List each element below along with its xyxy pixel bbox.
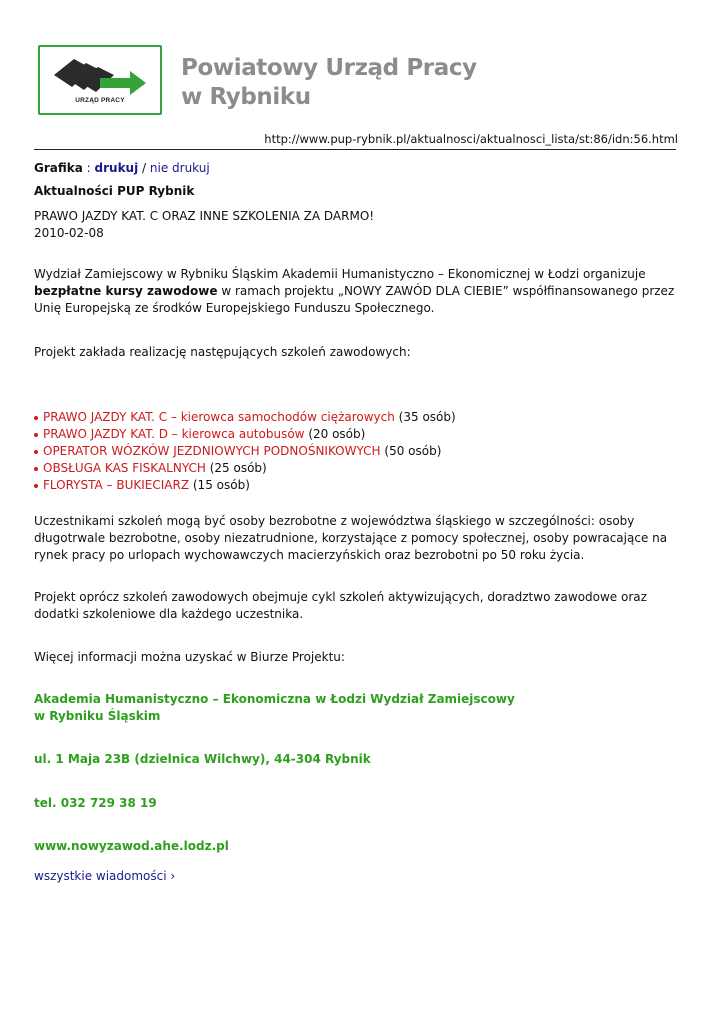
course-item	[34, 460, 679, 477]
courses-list	[34, 409, 679, 494]
organization-name	[181, 54, 477, 112]
print-options-separator: :	[82, 161, 95, 175]
print-options-bar	[34, 160, 679, 177]
logo-caption: URZĄD PRACY	[75, 97, 125, 104]
article-date: 2010-02-08	[34, 226, 104, 240]
organization-name-line2: w Rybniku	[181, 84, 311, 110]
course-item	[34, 477, 679, 494]
article-intro	[34, 266, 679, 317]
print-options-label: Grafika	[34, 161, 83, 175]
contact-phone: tel. 032 729 38 19	[34, 796, 157, 810]
contact-organization-line2: w Rybniku Śląskim	[34, 709, 161, 723]
course-count: (15 osób)	[189, 478, 250, 492]
page-url: http://www.pup-rybnik.pl/aktualnosci/aktualnosci_lista/st:86/idn:56.html	[264, 132, 678, 146]
page-header	[0, 0, 725, 150]
course-name: OPERATOR WÓZKÓW JEZDNIOWYCH PODNOŚNIKOWYCH	[43, 444, 381, 458]
contact-organization	[34, 691, 679, 725]
all-news-link[interactable]: wszystkie wiadomości ›	[34, 869, 176, 883]
course-item	[34, 409, 679, 426]
organization-name-line1: Powiatowy Urząd Pracy	[181, 55, 477, 81]
logo[interactable]	[38, 45, 162, 115]
courses-intro: Projekt zakłada realizację następujących szkoleń zawodowych:	[34, 345, 411, 359]
intro-highlight: bezpłatne kursy zawodowe	[34, 284, 218, 298]
course-count: (20 osób)	[304, 427, 366, 441]
courses-list-container	[34, 409, 679, 494]
course-name: PRAWO JAZDY KAT. D – kierowca autobusów	[43, 427, 305, 441]
header-divider	[34, 149, 676, 150]
course-name: OBSŁUGA KAS FISKALNYCH	[43, 461, 206, 475]
contact-website[interactable]: www.nowyzawod.ahe.lodz.pl	[34, 839, 229, 853]
contact-organization-line1: Akademia Humanistyczno – Ekonomiczna w Łodzi Wydział Zamiejscowy	[34, 692, 515, 706]
contact-address: ul. 1 Maja 23B (dzielnica Wilchwy), 44-304 Rybnik	[34, 752, 371, 766]
course-name: PRAWO JAZDY KAT. C – kierowca samochodów ciężarowych	[43, 410, 395, 424]
participants-paragraph: Uczestnikami szkoleń mogą być osoby bezrobotne z województwa śląskiego w szczególności: osoby długotrwale bezrobotne, osoby niezatrudnione, korzystające z pomocy społecznej, osoby powracające na rynek pracy po urlopach wychowawczych macierzyńskich oraz bezrobotni po 50 roku życia.	[34, 514, 668, 562]
intro-text-part1: Wydział Zamiejscowy w Rybniku Śląskim Akademii Humanistyczno – Ekonomicznej w Łodzi organizuje	[34, 267, 646, 281]
article-title: PRAWO JAZDY KAT. C ORAZ INNE SZKOLENIA ZA DARMO!	[34, 209, 375, 223]
print-options-slash: /	[138, 161, 150, 175]
extras-paragraph: Projekt oprócz szkoleń zawodowych obejmuje cykl szkoleń aktywizujących, doradztwo zawodowe oraz dodatki szkoleniowe dla każdego uczestnika.	[34, 590, 647, 621]
course-count: (25 osób)	[205, 461, 267, 475]
course-item	[34, 443, 679, 460]
section-title: Aktualności PUP Rybnik	[34, 184, 195, 198]
course-item	[34, 426, 679, 443]
course-count: (35 osób)	[394, 410, 456, 424]
course-count: (50 osób)	[380, 444, 442, 458]
more-info-paragraph: Więcej informacji można uzyskać w Biurze Projektu:	[34, 650, 345, 664]
print-option-link[interactable]: drukuj	[94, 161, 139, 175]
no-print-option-link[interactable]: nie drukuj	[149, 161, 210, 175]
intro-text-part2: w ramach projektu „NOWY ZAWÓD DLA CIEBIE” współfinansowanego przez Unię Europejską ze środków Europejskiego Funduszu Społecznego.	[34, 284, 675, 315]
course-name: FLORYSTA – BUKIECIARZ	[43, 478, 190, 492]
